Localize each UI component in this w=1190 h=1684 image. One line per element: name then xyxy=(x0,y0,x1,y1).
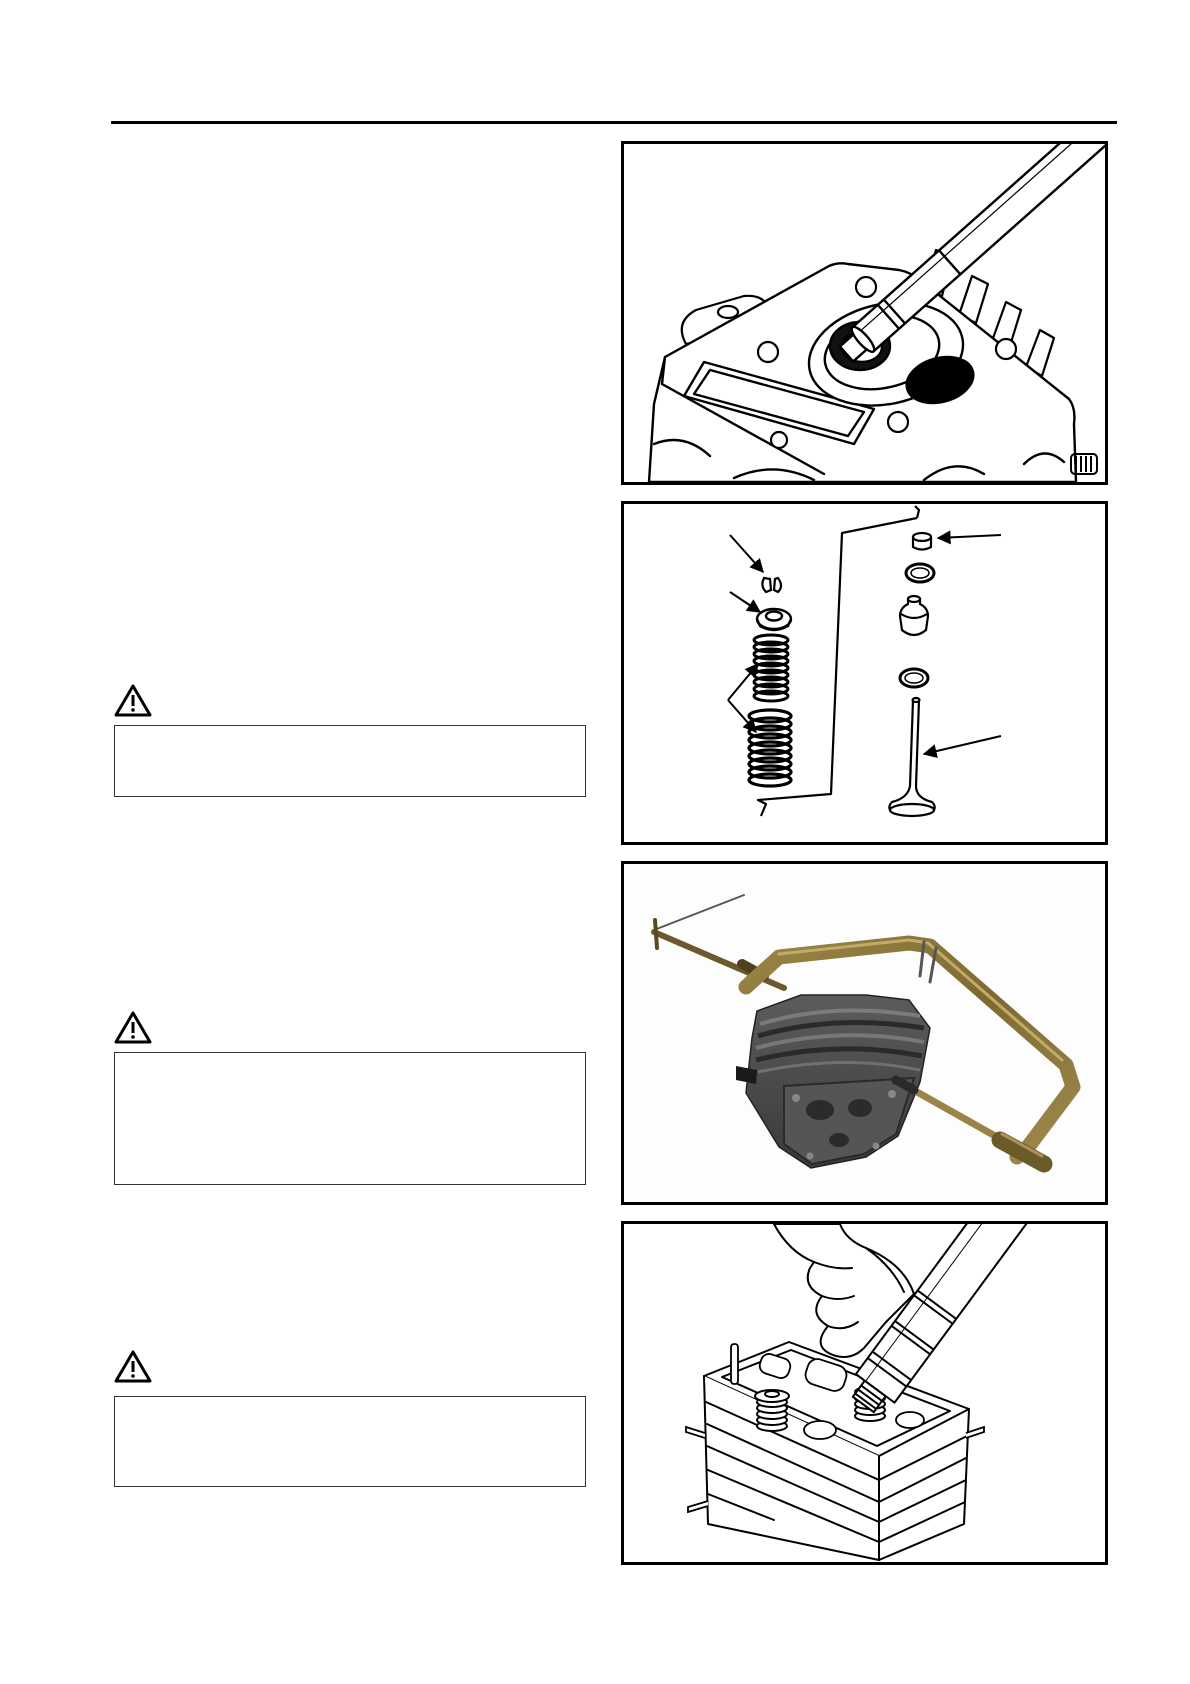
left-callout-arrows xyxy=(728,535,763,732)
upper-spring-seat xyxy=(906,564,934,582)
figure-3-spring-compressor-photo xyxy=(621,861,1108,1205)
figure-1-drawing xyxy=(624,144,1105,482)
right-callout-arrows xyxy=(924,535,1001,754)
warning-box xyxy=(114,1052,586,1185)
inner-valve-spring xyxy=(754,635,788,701)
left-valve-spring xyxy=(755,1390,789,1431)
figure-4-drawing xyxy=(624,1224,1105,1562)
warning-box xyxy=(114,1396,586,1487)
warning-icon xyxy=(114,684,152,717)
figure-2-drawing xyxy=(624,504,1105,842)
figure-4-spring-compression xyxy=(621,1221,1108,1565)
valve-stem-seal xyxy=(900,596,928,635)
valve xyxy=(889,698,934,816)
outer-valve-spring xyxy=(749,710,791,786)
valve-cotters xyxy=(762,578,781,592)
spring-retainer xyxy=(757,609,791,630)
warning-icon xyxy=(114,1011,152,1044)
figure-1-valve-tool xyxy=(621,141,1108,485)
header-rule xyxy=(111,121,1117,124)
warning-box xyxy=(114,725,586,797)
figure-3-drawing xyxy=(624,864,1105,1202)
valve-stem-cap xyxy=(913,533,931,550)
lower-spring-seat xyxy=(900,669,928,687)
figure-2-valve-parts xyxy=(621,501,1108,845)
warning-icon xyxy=(114,1350,152,1383)
